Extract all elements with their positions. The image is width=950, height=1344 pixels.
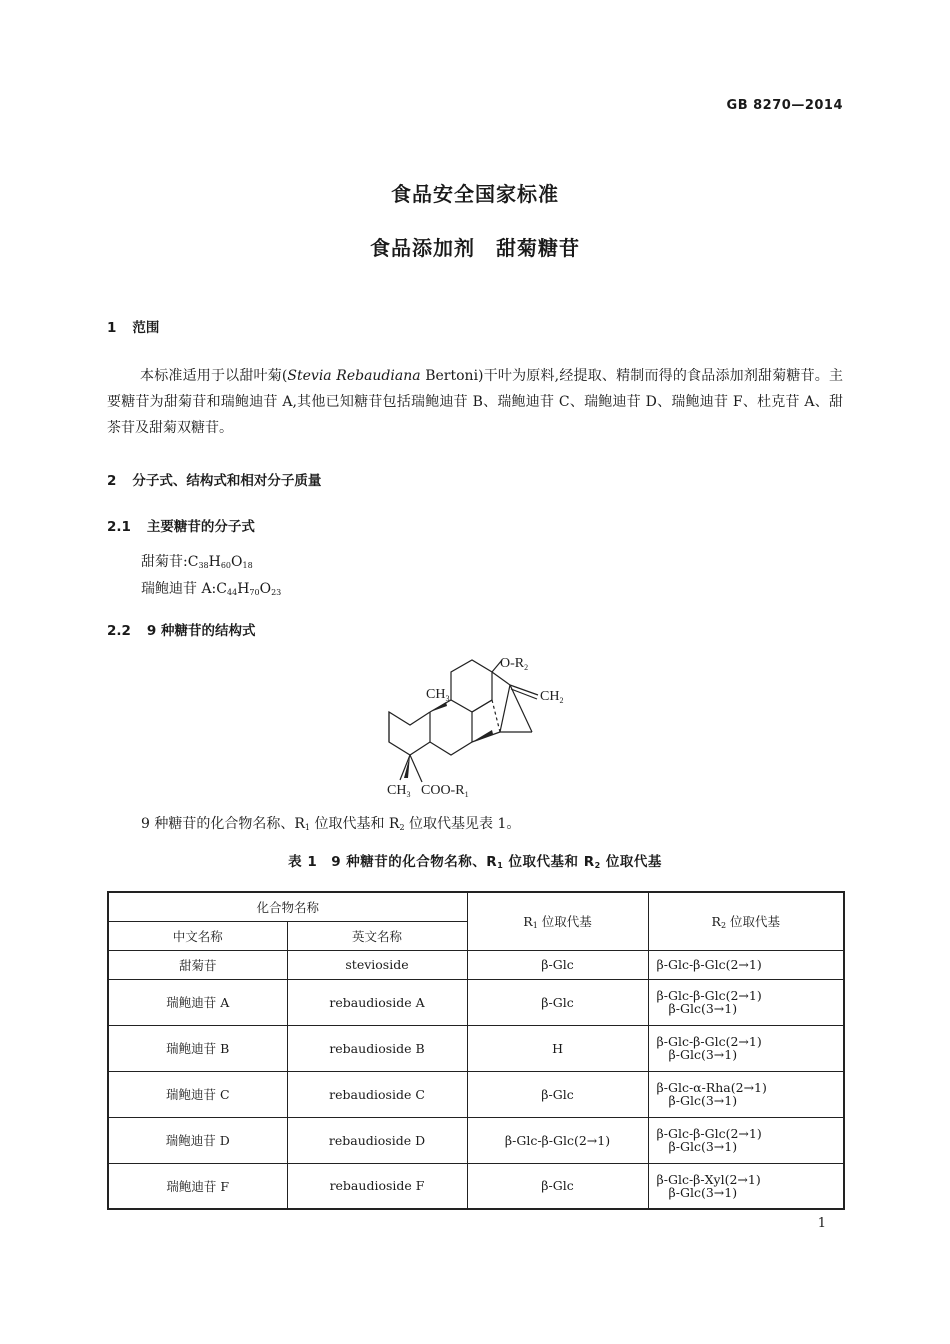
cell-english-name: rebaudioside D <box>287 1117 467 1163</box>
section-1-paragraph <box>107 363 843 441</box>
svg-text:CH3: $CH_3$ <box>426 687 450 703</box>
svg-text:CH2: $CH_2$ <box>540 689 564 705</box>
table-caption: 表 1 9 种糖苷的化合物名称、$R_1$ 位取代基和 $R_2$ 位取代基 <box>288 854 662 870</box>
coo-r1-label: COO-R <box>421 783 465 798</box>
table-row <box>108 1071 844 1117</box>
table-row <box>108 1117 844 1163</box>
cell-r1: β-Glc <box>467 1071 648 1117</box>
section-title: 主要糖苷的分子式 <box>146 519 255 535</box>
table-row <box>108 979 844 1025</box>
paragraph-text: 本标准适用于以甜叶菊( <box>140 368 288 384</box>
cell-r2: β-Glc-β-Xyl(2→1) β-Glc(3→1) <box>648 1163 844 1209</box>
steviol-structure-diagram <box>380 650 580 805</box>
ch3-bottom-label: CH <box>387 783 407 798</box>
cell-r1: H <box>467 1025 648 1071</box>
section-1-heading <box>107 316 159 336</box>
cell-r1: β-Glc <box>467 950 648 979</box>
glycoside-table <box>107 891 845 1210</box>
cell-english-name: rebaudioside F <box>287 1163 467 1209</box>
formula-stevioside: 甜菊苷$:C_{38}H_{60}O_{18}$ <box>141 554 253 570</box>
section-title: 范围 <box>132 320 160 336</box>
header-r1: $R_1$ 位取代基 <box>467 892 648 950</box>
ring-a <box>389 712 430 755</box>
section-2-1-heading <box>107 515 255 535</box>
section-number: 2.2 <box>107 623 131 639</box>
table-row <box>108 950 844 979</box>
section-2-heading <box>107 469 321 489</box>
section-number: 1 <box>107 320 117 336</box>
cell-chinese-name: 瑞鲍迪苷 A <box>108 979 287 1025</box>
cell-english-name: rebaudioside C <box>287 1071 467 1117</box>
cell-english-name: stevioside <box>287 950 467 979</box>
page-number: 1 <box>817 1216 826 1231</box>
section-number: 2 <box>107 473 117 489</box>
cell-r2: β-Glc-α-Rha(2→1) β-Glc(3→1) <box>648 1071 844 1117</box>
section-title: 分子式、结构式和相对分子质量 <box>132 473 322 489</box>
svg-text:COO-R1: COO-$R_1$ <box>421 783 469 799</box>
header-compound-name: 化合物名称 <box>108 892 467 921</box>
section-number: 2.1 <box>107 519 131 535</box>
cell-english-name: rebaudioside B <box>287 1025 467 1071</box>
cell-r2: β-Glc-β-Glc(2→1) β-Glc(3→1) <box>648 1117 844 1163</box>
section-title: 9 种糖苷的结构式 <box>146 623 256 639</box>
header-chinese-name: 中文名称 <box>108 921 287 950</box>
cell-chinese-name: 瑞鲍迪苷 B <box>108 1025 287 1071</box>
cell-r1: β-Glc <box>467 1163 648 1209</box>
document-title: 食品安全国家标准 <box>391 182 559 206</box>
cell-r1: β-Glc <box>467 979 648 1025</box>
cell-r1: β-Glc-β-Glc(2→1) <box>467 1117 648 1163</box>
section-2-2-heading <box>107 619 256 639</box>
ch2-label: CH <box>540 689 560 704</box>
svg-text:O-R2: $O-R_2$ <box>500 656 529 672</box>
table-reference-text: 9 种糖苷的化合物名称、$R_1$ 位取代基和 $R_2$ 位取代基见表 1。 <box>141 816 521 832</box>
cell-chinese-name: 甜菊苷 <box>108 950 287 979</box>
formula-rebaudioside-a: 瑞鲍迪苷 $A:C_{44}H_{70}O_{23}$ <box>141 581 282 597</box>
species-name: Stevia Rebaudiana <box>287 368 421 384</box>
svg-text:CH3: $CH_3$ <box>387 783 411 799</box>
wedge-bond <box>430 702 447 712</box>
cell-chinese-name: 瑞鲍迪苷 C <box>108 1071 287 1117</box>
cell-r2: β-Glc-β-Glc(2→1) <box>648 950 844 979</box>
cell-english-name: rebaudioside A <box>287 979 467 1025</box>
cell-r2: β-Glc-β-Glc(2→1) β-Glc(3→1) <box>648 979 844 1025</box>
cell-chinese-name: 瑞鲍迪苷 D <box>108 1117 287 1163</box>
document-subtitle: 食品添加剂 甜菊糖苷 <box>370 236 580 260</box>
ch3-top-label: CH <box>426 687 446 702</box>
table-row <box>108 1025 844 1071</box>
o-r2-label: O-R <box>500 656 525 671</box>
cell-r2: β-Glc-β-Glc(2→1) β-Glc(3→1) <box>648 1025 844 1071</box>
standard-code: GB 8270—2014 <box>726 98 843 113</box>
cell-chinese-name: 瑞鲍迪苷 F <box>108 1163 287 1209</box>
table-row <box>108 1163 844 1209</box>
header-english-name: 英文名称 <box>287 921 467 950</box>
paragraph-text: Bertoni)干叶为原料,经提取、精制而得的食品添加剂甜菊糖苷。主要糖苷为甜菊苷和瑞鲍迪苷 A,其他已知糖苷包括瑞鲍迪苷 B、瑞鲍迪苷 C、瑞鲍迪苷 D、瑞鲍迪苷 F、杜克苷 A、甜茶苷及甜菊双糖苷。 <box>107 368 843 436</box>
header-r2: $R_2$ 位取代基 <box>648 892 844 950</box>
